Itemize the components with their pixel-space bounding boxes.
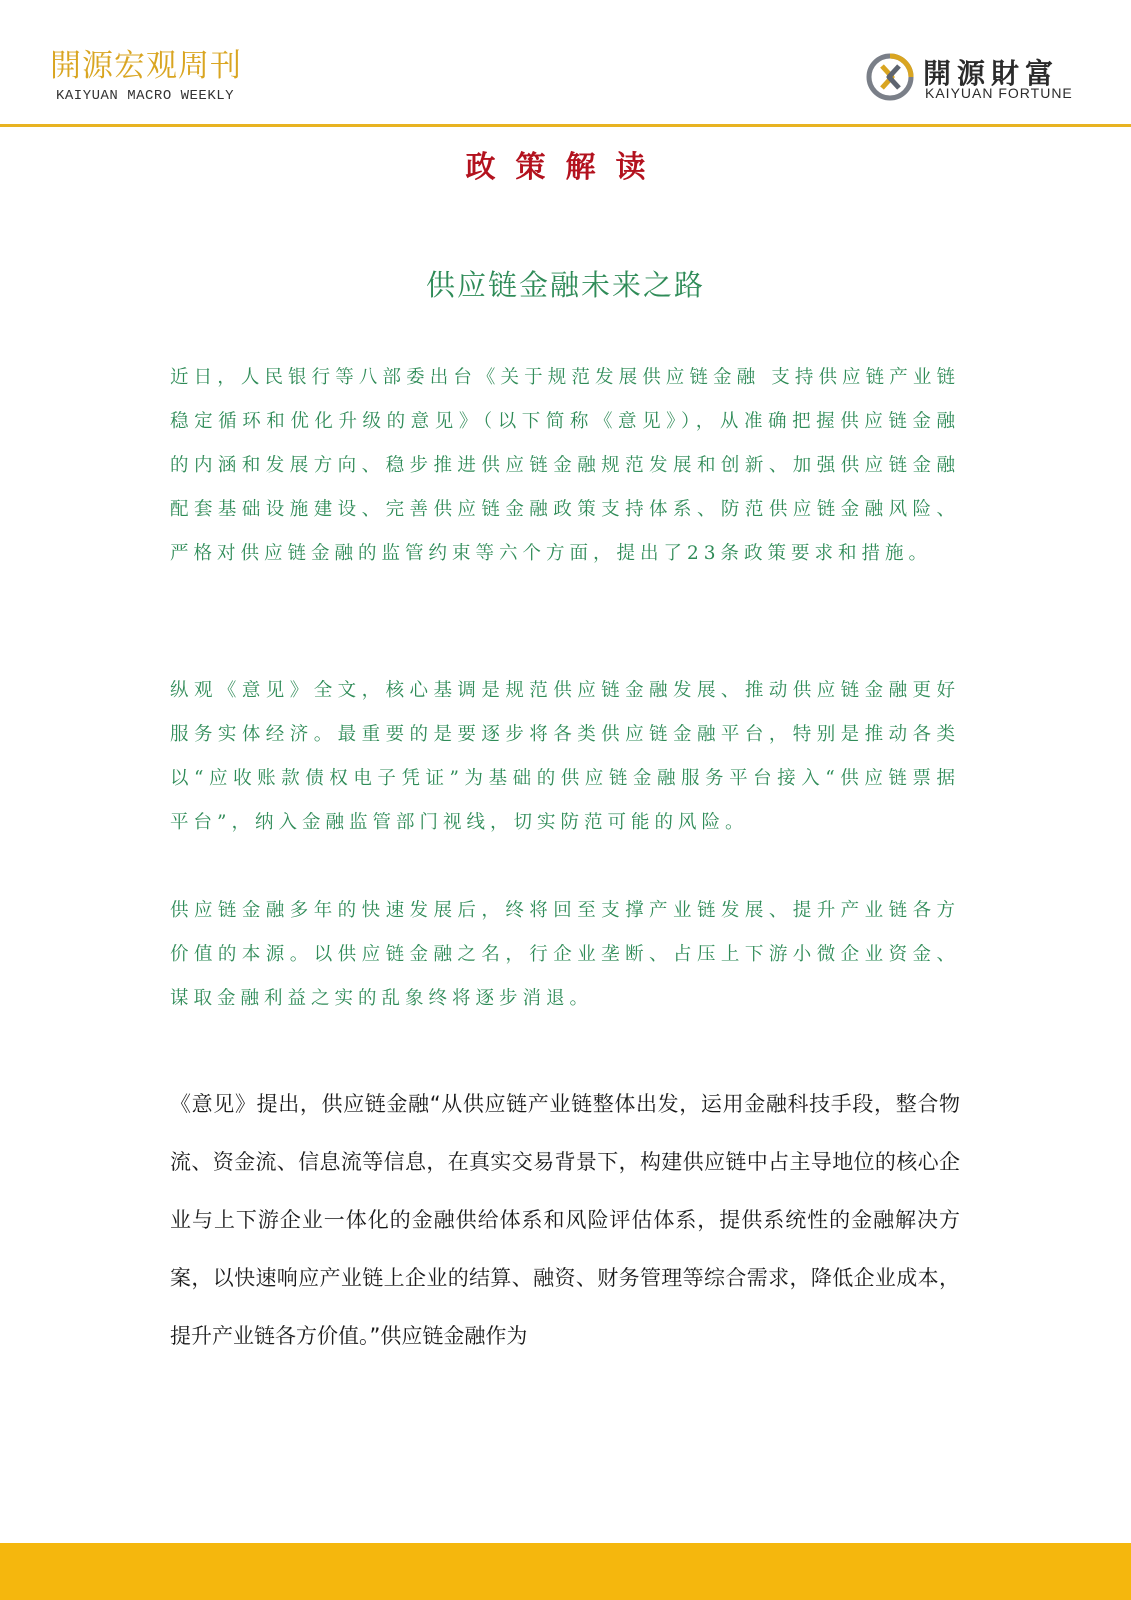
logo-name-en: KAIYUAN FORTUNE bbox=[925, 85, 1073, 101]
article-title: 供应链金融未来之路 bbox=[425, 268, 705, 302]
body-paragraph: 《意见》提出，供应链金融“从供应链产业链整体出发，运用金融科技手段，整合物流、资金流、信息流等信息，在真实交易背景下，构建供应链中占主导地位的核心企业与上下游企业一体化的金融供给体系和风险评估体系，提供系统性的金融解决方案，以快速响应产业链上企业的结算、融资、财务管理等综合需求，降低企业成本，提升产业链各方价值。”供应链金融作为 bbox=[170, 1092, 960, 1348]
summary-paragraph-3: 供应链金融多年的快速发展后，终将回至支撑产业链发展、提升产业链各方价值的本源。以供应链金融之名，行企业垄断、占压上下游小微企业资金、谋取金融利益之实的乱象终将逐步消退。 bbox=[170, 900, 960, 1009]
kaiyuan-fortune-logo bbox=[865, 52, 1095, 104]
summary-paragraph-2: 纵观《意见》全文，核心基调是规范供应链金融发展、推动供应链金融更好服务实体经济。最重要的是要逐步将各类供应链金融平台，特别是推动各类以“应收账款债权电子凭证”为基础的供应链金融服务平台接入“供应链票据平台”，纳入金融监管部门视线，切实防范可能的风险。 bbox=[170, 680, 960, 833]
logo-name-cn: 開源財富 bbox=[923, 57, 1060, 90]
kaiyuan-logo-icon bbox=[865, 52, 915, 102]
publication-subtitle: KAIYUAN MACRO WEEKLY bbox=[56, 88, 235, 104]
publication-title: 開源宏观周刊 bbox=[50, 48, 242, 84]
header-divider bbox=[0, 124, 1131, 127]
footer-bar bbox=[0, 1543, 1131, 1600]
summary-paragraph-1: 近日，人民银行等八部委出台《关于规范发展供应链金融 支持供应链产业链稳定循环和优化升级的意见》（以下简称《意见》），从准确把握供应链金融的内涵和发展方向、稳步推进供应链金融规范发展和创新、加强供应链金融配套基础设施建设、完善供应链金融政策支持体系、防范供应链金融风险、严格对供应链金融的监管约束等六个方面，提出了23条政策要求和措施。 bbox=[170, 367, 960, 564]
section-heading: 政策解读 bbox=[465, 150, 666, 185]
page-header bbox=[0, 0, 1131, 125]
